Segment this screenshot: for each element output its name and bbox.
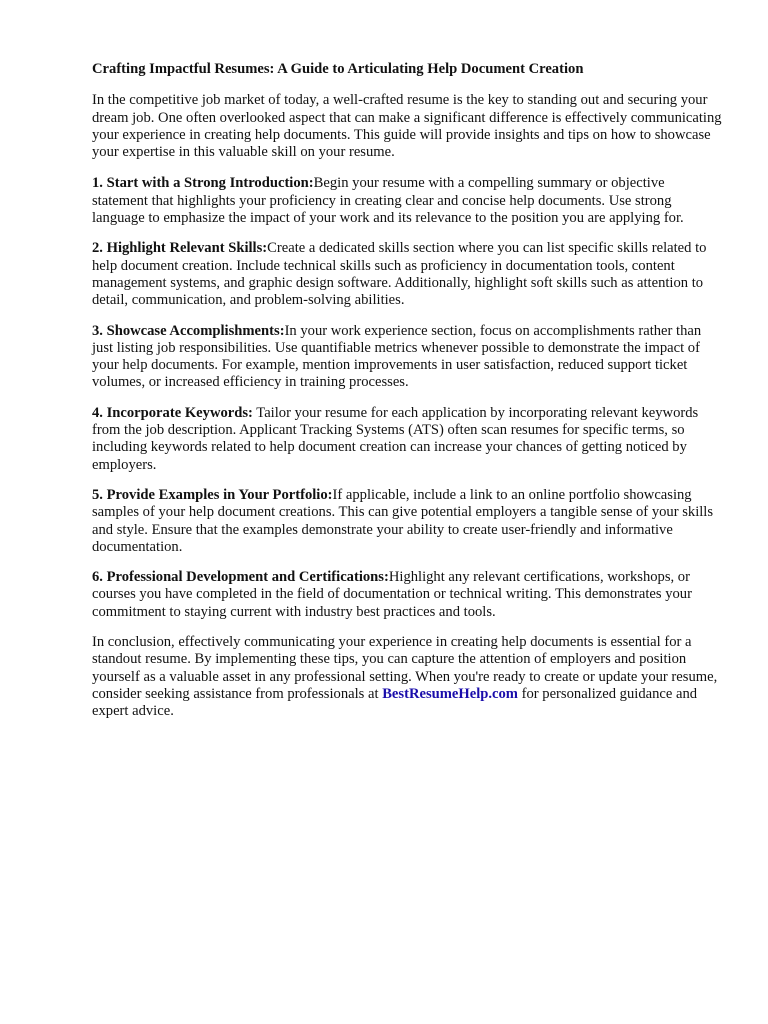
tip-body-6: Highlight any relevant certifications, workshops, or courses you have completed in the field of documentation or technical writing. This demonstrates your commitment to staying current with industry best practices and tools.	[92, 569, 692, 620]
tip-heading-1: 1. Start with a Strong Introduction:	[92, 175, 314, 192]
tip-heading-3: 3. Showcase Accomplishments:	[92, 322, 285, 339]
tip-body-2: Create a dedicated skills section where you can list specific skills related to help document creation. Include technical skills such as proficiency in documentation tools, content management systems, and graphic design software. Additionally, highlight soft skills such as attention to detail, communication, and problem-solving abilities.	[92, 240, 707, 309]
tip-heading-6: 6. Professional Development and Certifications:	[92, 569, 389, 586]
best-resume-help-link[interactable]: BestResumeHelp.com	[382, 685, 518, 702]
tip-heading-5: 5. Provide Examples in Your Portfolio:	[92, 486, 333, 503]
conclusion-paragraph	[92, 634, 724, 720]
tip-heading-4: 4. Incorporate Keywords:	[92, 404, 253, 421]
tip-body-4: Tailor your resume for each application by incorporating relevant keywords from the job description. Applicant Tracking Systems (ATS) often scan resumes for specific terms, so including keywords related to help document creation can increase your chances of getting noticed by employers.	[92, 404, 699, 473]
tip-heading-2: 2. Highlight Relevant Skills:	[92, 240, 268, 257]
tip-paragraph-3	[92, 323, 724, 392]
tip-paragraph-6	[92, 569, 724, 621]
tip-paragraph-1	[92, 175, 724, 227]
tip-body-1: Begin your resume with a compelling summary or objective statement that highlights your proficiency in creating clear and concise help documents. Use strong language to emphasize the impact of your work and its relevance to the position you are applying for.	[92, 175, 684, 227]
tip-body-5: If applicable, include a link to an online portfolio showcasing samples of your help document creations. This can give potential employers a tangible sense of your skills and style. Ensure that the examples demonstrate your ability to create user-friendly and informative documentation.	[92, 486, 714, 555]
conclusion-text-before-link: In conclusion, effectively communicating your experience in creating help documents is essential for a standout resume. By implementing these tips, you can capture the attention of employers and position yourself as a valuable asset in any professional setting. When you're ready to create or update your resume, consider seeking assistance from professionals at	[92, 634, 718, 702]
document-title: Crafting Impactful Resumes: A Guide to Articulating Help Document Creation	[92, 61, 584, 77]
tip-paragraph-4	[92, 405, 724, 474]
tip-paragraph-5	[92, 487, 724, 556]
intro-paragraph: In the competitive job market of today, a well-crafted resume is the key to standing out and securing your dream job. One often overlooked aspect that can make a significant difference is effectively communicating your experience in creating help documents. This guide will provide insights and tips on how to showcase your expertise in this valuable skill on your resume.	[92, 92, 722, 161]
tip-paragraph-2	[92, 240, 724, 309]
conclusion-text-after-link: for personalized guidance and expert advice.	[92, 685, 698, 720]
tip-body-3: In your work experience section, focus on accomplishments rather than just listing job responsibilities. Use quantifiable metrics whenever possible to demonstrate the impact of your help documents. For example, mention improvements in user satisfaction, reduced support ticket volumes, or increased efficiency in training processes.	[92, 322, 702, 391]
